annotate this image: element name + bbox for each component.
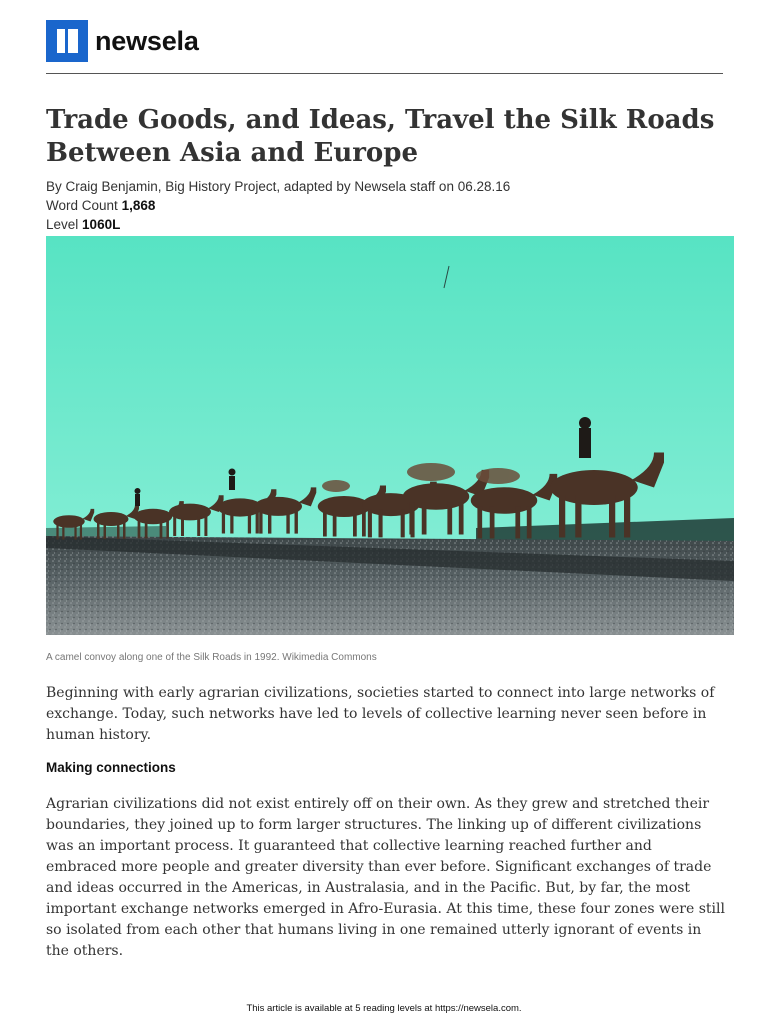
reading-level-label: Level bbox=[46, 217, 79, 232]
header-divider bbox=[46, 73, 723, 74]
newsela-logo-icon bbox=[46, 20, 88, 62]
word-count-label: Word Count bbox=[46, 198, 118, 213]
article-paragraph: Agrarian civilizations did not exist entirely off on their own. As they grew and stretched their boundaries, they joined up to form larger structures. The linking up of different civilizations was an important process. It guaranteed that collective learning reached further and embraced more people and greater diversity than ever before. Significant exchanges of trade and ideas occurred in the Americas, in Australasia, and in the Pacific. But, by far, the most important exchange networks emerged in Afro-Eurasia. At this time, these four zones were still so isolated from each other that humans living in one remained utterly ignorant of events in the others. bbox=[46, 796, 725, 959]
newsela-logo[interactable] bbox=[46, 20, 199, 62]
brand-name: newsela bbox=[95, 25, 199, 56]
article-title: Trade Goods, and Ideas, Travel the Silk Roads Between Asia and Europe bbox=[46, 105, 715, 168]
page-footer: This article is available at 5 reading levels at https://newsela.com. bbox=[246, 1003, 522, 1014]
article-photo bbox=[46, 236, 734, 635]
article-paragraph: Beginning with early agrarian civilizations, societies started to connect into large networks of exchange. Today, such networks have led to levels of collective learning never seen before in human history. bbox=[46, 685, 715, 743]
article-byline: By Craig Benjamin, Big History Project, adapted by Newsela staff on 06.28.16 bbox=[46, 179, 511, 194]
image-caption: A camel convoy along one of the Silk Roads in 1992. Wikimedia Commons bbox=[46, 652, 377, 663]
word-count-value: 1,868 bbox=[121, 198, 156, 213]
reading-level-value: 1060L bbox=[82, 217, 121, 232]
section-heading: Making connections bbox=[46, 760, 176, 775]
reading-level bbox=[46, 216, 120, 234]
word-count bbox=[46, 197, 155, 215]
